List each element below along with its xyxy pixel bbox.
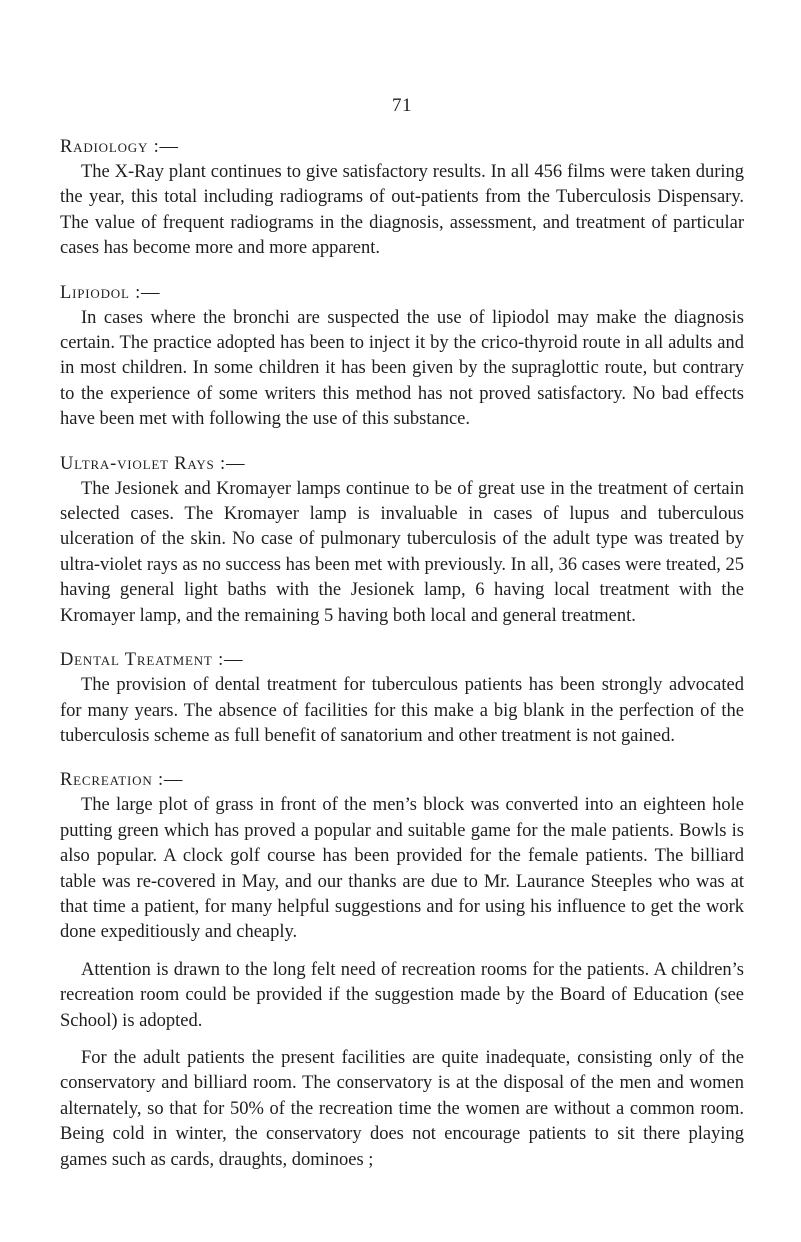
section-radiology <box>60 135 744 262</box>
section-dental-treatment <box>60 648 744 749</box>
section-ultra-violet-rays <box>60 452 744 629</box>
paragraph: The large plot of grass in front of the men’s block was converted into an eighteen hole putting green which has proved a popular and suitable game for the male patients. Bowls is also popular. A clock golf course has been provided for the female patients. The billiard table was re-covered in May, and our thanks are due to Mr. Laurance Steeples who was at that time a patient, for many helpful suggestions and for using his influence to get the work done expeditiously and cheaply. <box>60 795 744 943</box>
section-recreation <box>60 768 744 1173</box>
paragraph: In cases where the bronchi are suspected the use of lipiodol may make the diagnosis certain. The practice adopted has been to inject it by the crico-thyroid route in all adults and in most children. In some children it has been given by the supraglottic route, but contrary to the experience of some writers this method has not proved satisfactory. No bad effects have been met with following the use of this substance. <box>60 307 744 430</box>
paragraph: The provision of dental treatment for tuberculous patients has been strongly advocated for many years. The absence of facilities for this make a big blank in the perfection of the tuberculosis scheme as full benefit of sanatorium and other treatment is not gained. <box>60 675 744 746</box>
paragraph: The Jesionek and Kromayer lamps continue to be of great use in the treatment of certain selected cases. The Kromayer lamp is invaluable in cases of lupus and tuberculous ulceration of the skin. No case of pulmonary tuberculosis of the adult type was treated by ultra-violet rays as no success has been met with previously. In all, 36 cases were treated, 25 having general light baths with the Jesionek lamp, 6 having local treatment with the Kromayer lamp, and the remaining 5 having both local and general treatment. <box>60 478 744 626</box>
section-lipiodol <box>60 281 744 433</box>
section-heading: Dental Treatment :— <box>60 650 244 671</box>
section-heading: Lipiodol :— <box>60 282 161 303</box>
page-number: 71 <box>392 95 412 116</box>
section-heading: Recreation :— <box>60 770 184 791</box>
paragraph: For the adult patients the present facilities are quite inadequate, consisting only of the conservatory and billiard room. The conservatory is at the disposal of the men and women alternately, so that for 50% of the recreation time the women are without a common room. Being cold in winter, the conservatory does not encourage patients to sit there playing games such as cards, draughts, dominoes ; <box>60 1047 744 1170</box>
page-content <box>60 135 744 1192</box>
paragraph: Attention is drawn to the long felt need of recreation rooms for the patients. A children’s recreation room could be provided if the suggestion made by the Board of Education (see School) is adopted. <box>60 959 744 1031</box>
paragraph: The X-Ray plant continues to give satisfactory results. In all 456 films were taken during the year, this total including radiograms of out-patients from the Tuberculosis Dispensary. The value of frequent radiograms in the diagnosis, assessment, and treatment of particular cases has become more and more apparent. <box>60 162 744 259</box>
section-heading: Ultra-violet Rays :— <box>60 453 246 474</box>
section-heading: Radiology :— <box>60 137 179 157</box>
